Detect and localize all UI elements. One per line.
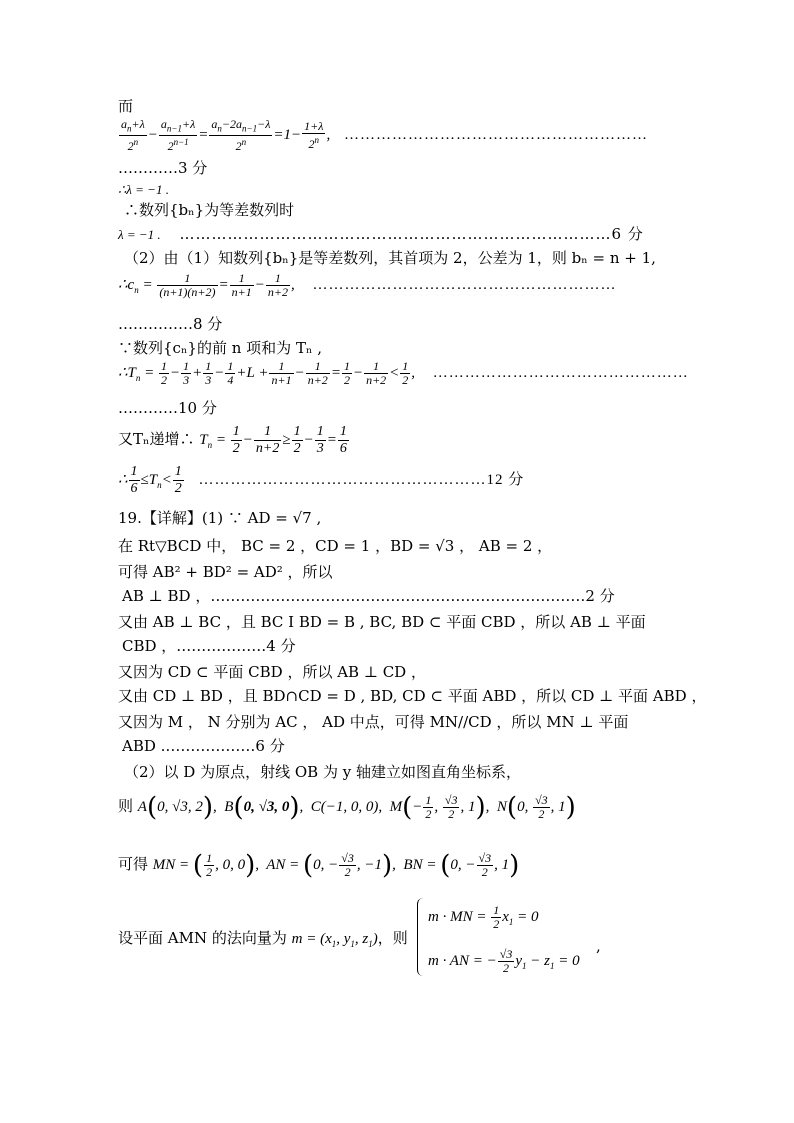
text-line: （2）以 D 为原点，射线 OB 为 y 轴建立如图直角坐标系， (124, 763, 521, 781)
formula-line: $\therefore T_n$ = $\frac{1}{2}$ − $\frac{1}{3}$ + $\frac{1}{3}$ − $\frac{1}{4}$ +L + $\frac{1}{n+1}$ − $\frac{1}{n+2}$ = $\frac{1}{2}$ − $\frac{1}{n+2}$ < $\frac{1}{2}$ , ………………………………………… (118, 359, 689, 387)
text-line: 可得 AB² + BD² = AD² ，所以 (118, 563, 333, 581)
leader-dots: ………………………………………………12 分 (198, 471, 525, 488)
formula-line: ∴ $\frac{1}{6}$ $\le T_n<$ $\frac{1}{2}$ ………………………………………………12 分 (118, 464, 525, 496)
score-line: ……………8 分 (118, 315, 223, 333)
formula-line: m · MN = $\frac{1}{2}$ $x_1 = 0$ (428, 903, 539, 931)
fraction: $\frac{a_n-2a_{n-1}-\lambda}{2^n}$ (211, 117, 271, 154)
formula-line: $\therefore c_n$ = $\frac{1}{(n+1)(n+2)}$ = $\frac{1}{n+1}$ − $\frac{1}{n+2}$ , ………………………………………………… (118, 271, 617, 299)
text-line: 在 Rt▽BCD 中， BC = 2 ，CD = 1 ，BD = √3 ， AB = 2 ， (118, 537, 553, 555)
text-line: 又因为 M ， N 分别为 AC ， AD 中点，可得 MN//CD ，所以 MN ⊥ 平面 (118, 713, 629, 731)
formula-line: $\frac{a_n+\lambda}{2^n}$ − $\frac{a_{n-1}+\lambda}{2^{n-1}}$ = $\frac{a_n-2a_{n-1}-\lambda}{2^n}$ =1− $\frac{1+\lambda}{2^n}$ , ………………………………………………… (121, 117, 648, 154)
fraction: $\frac{1+\lambda}{2^n}$ (304, 119, 324, 152)
text-line: 又由 CD ⊥ BD ，且 BD∩CD = D , BD, CD ⊂ 平面 ABD ，所以 CD ⊥ 平面 ABD ， (118, 687, 707, 705)
formula-line: 设平面 AMN 的法向量为 $m = (x_1$, $y_1$, $z_1$)，则 (118, 929, 408, 949)
text-line: （2）由（1）知数列{bₙ}是等差数列，其首项为 2，公差为 1，则 bₙ = n + 1, (124, 249, 656, 267)
fraction: $\frac{1}{n+2}$ (307, 359, 328, 387)
formula-line: m · AN = − $\frac{√3}{2}$ $y_1 - z_1 = 0$ (428, 947, 580, 975)
text-line: ∵数列{cₙ}的前 n 项和为 Tₙ , (118, 339, 322, 357)
text-line: AB ⊥ BD ，…………………………………………………………………2 分 (122, 587, 615, 605)
text-line: ABD .………………6 分 (122, 737, 285, 755)
fraction: $\frac{a_n+\lambda}{2^n}$ (121, 117, 145, 154)
score-line: …………3 分 (118, 159, 208, 177)
fraction: $\frac{1}{n+1}$ (231, 271, 252, 299)
fraction: $\frac{1}{(n+1)(n+2)}$ (159, 271, 216, 299)
text-line: 又由 AB ⊥ BC ，且 BC I BD = B , BC, BD ⊂ 平面 CBD ，所以 AB ⊥ 平面 (118, 613, 646, 631)
leader-dots: ………………………………………………… (343, 127, 648, 144)
fraction: $\frac{1}{3}$ (183, 359, 190, 387)
text-line: 而 (118, 97, 134, 115)
leader-dots: ………………………………………… (432, 364, 689, 381)
formula-line: 则 A(0, √3, 2), B(0, √3, 0), C(−1, 0, 0), M(− $\frac{1}{2}$ , $\frac{√3}{2}$ , 1), N(0, $\frac{√3}{2}$ , 1) (118, 792, 576, 823)
text-line: ∴数列{bₙ}为等差数列时 (124, 201, 295, 219)
fraction: $\frac{a_{n-1}+\lambda}{2^{n-1}}$ (160, 117, 196, 154)
fraction: $\frac{1}{2}$ (161, 359, 168, 387)
fraction: $\frac{1}{2}$ (343, 359, 350, 387)
fraction: $\frac{1}{n+1}$ (271, 359, 292, 387)
text-line: 19.【详解】(1) ∵ AD = √7 , (118, 509, 322, 527)
formula-line: ∴λ = −1 . (118, 182, 169, 197)
fraction: $\frac{1}{n+2}$ (267, 271, 288, 299)
fraction: $\frac{1}{n+2}$ (366, 359, 387, 387)
leader-dots: ………………………………………………… (312, 276, 617, 293)
score-line: λ = −1 . ………………………………………………………………………6 分 (118, 225, 644, 243)
text-line: CBD ，………………4 分 (122, 637, 296, 655)
fraction: $\frac{1}{4}$ (227, 359, 234, 387)
score-line: …………10 分 (118, 399, 217, 417)
formula-line: 又Tₙ递增∴ $T_n$ = $\frac{1}{2}$ − $\frac{1}{n+2}$ ≥ $\frac{1}{2}$ − $\frac{1}{3}$ = $\frac{1}{6}$ (118, 424, 347, 456)
fraction: $\frac{1}{3}$ (205, 359, 212, 387)
system-brace (417, 898, 426, 976)
text-line: 又因为 CD ⊂ 平面 CBD ，所以 AB ⊥ CD ， (118, 663, 426, 681)
formula-line: 可得 MN = ( $\frac{1}{2}$ , 0, 0), AN = (0, − $\frac{√3}{2}$ , −1), BN = (0, − $\frac{√3}{2}$ , 1) (118, 850, 520, 881)
text-line: , (596, 937, 601, 955)
fraction: $\frac{1}{2}$ (402, 359, 409, 387)
